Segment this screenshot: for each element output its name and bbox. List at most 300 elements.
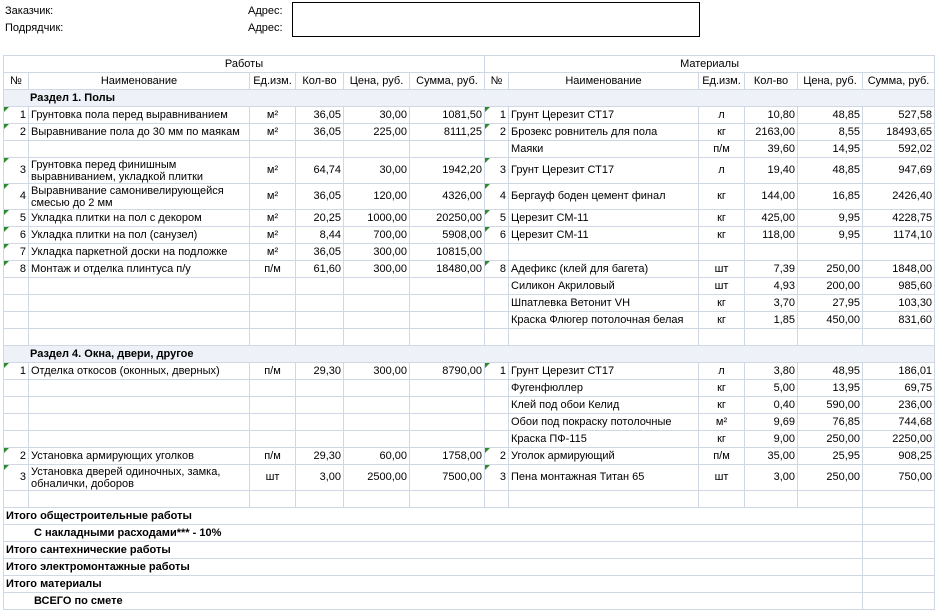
material-number[interactable] (485, 244, 509, 261)
work-number[interactable] (4, 431, 29, 448)
material-qty[interactable]: 144,00 (745, 184, 798, 210)
material-sum[interactable]: 592,02 (863, 141, 935, 158)
material-price[interactable]: 76,85 (798, 414, 863, 431)
work-qty[interactable]: 36,05 (296, 184, 344, 210)
work-number[interactable]: 1 (4, 363, 29, 380)
material-number[interactable] (485, 491, 509, 508)
work-sum[interactable]: 5908,00 (410, 227, 485, 244)
material-sum[interactable]: 4228,75 (863, 210, 935, 227)
material-qty[interactable]: 9,00 (745, 431, 798, 448)
material-name[interactable]: Краска Флюгер потолочная белая (509, 312, 699, 329)
material-name[interactable]: Церезит СМ-11 (509, 227, 699, 244)
work-name[interactable] (29, 414, 250, 431)
material-name[interactable]: Уголок армирующий (509, 448, 699, 465)
material-number[interactable] (485, 414, 509, 431)
table-row (4, 448, 935, 465)
material-qty[interactable]: 1,85 (745, 312, 798, 329)
work-qty[interactable]: 36,05 (296, 244, 344, 261)
work-number[interactable]: 4 (4, 184, 29, 210)
work-name[interactable] (29, 295, 250, 312)
material-sum[interactable]: 908,25 (863, 448, 935, 465)
material-sum[interactable]: 527,58 (863, 107, 935, 124)
material-name[interactable] (509, 491, 699, 508)
work-number[interactable]: 5 (4, 210, 29, 227)
material-unit[interactable]: шт (699, 465, 745, 491)
material-name[interactable]: Маяки (509, 141, 699, 158)
material-price[interactable]: 27,95 (798, 295, 863, 312)
section-title: Раздел 4. Окна, двери, другое (4, 346, 935, 363)
material-sum[interactable]: 236,00 (863, 397, 935, 414)
table-row (4, 244, 935, 261)
work-number[interactable]: 2 (4, 448, 29, 465)
group-header-row (4, 56, 935, 73)
material-number[interactable] (485, 380, 509, 397)
work-sum[interactable]: 18480,00 (410, 261, 485, 278)
table-row (4, 278, 935, 295)
work-qty[interactable]: 8,44 (296, 227, 344, 244)
work-price[interactable]: 300,00 (344, 363, 410, 380)
total-value[interactable] (863, 576, 935, 593)
total-row (4, 559, 935, 576)
work-unit[interactable] (250, 295, 296, 312)
work-price[interactable] (344, 312, 410, 329)
work-number[interactable] (4, 491, 29, 508)
table-row (4, 414, 935, 431)
work-sum[interactable] (410, 414, 485, 431)
work-unit[interactable] (250, 397, 296, 414)
works-title: Работы (4, 56, 485, 73)
work-number[interactable] (4, 312, 29, 329)
material-qty[interactable]: 10,80 (745, 107, 798, 124)
material-sum[interactable]: 18493,65 (863, 124, 935, 141)
material-price[interactable]: 450,00 (798, 312, 863, 329)
material-qty[interactable]: 3,70 (745, 295, 798, 312)
col-sum: Сумма, руб. (410, 73, 485, 90)
material-name[interactable]: Пена монтажная Титан 65 (509, 465, 699, 491)
work-qty[interactable]: 36,05 (296, 107, 344, 124)
work-unit[interactable]: м² (250, 227, 296, 244)
work-qty[interactable] (296, 141, 344, 158)
address-input-box[interactable] (292, 2, 700, 37)
material-number[interactable]: 1 (485, 363, 509, 380)
material-name[interactable]: Брозекс ровнитель для пола (509, 124, 699, 141)
material-unit[interactable]: м² (699, 414, 745, 431)
material-name[interactable] (509, 329, 699, 346)
work-sum[interactable]: 7500,00 (410, 465, 485, 491)
total-value[interactable] (863, 593, 935, 610)
material-name[interactable]: Грунт Церезит СТ17 (509, 363, 699, 380)
work-price[interactable] (344, 380, 410, 397)
work-name[interactable] (29, 397, 250, 414)
work-number[interactable]: 7 (4, 244, 29, 261)
col-unit: Ед.изм. (699, 73, 745, 90)
work-name[interactable]: Выравнивание самонивелирующейся смесью до 2 мм (29, 184, 250, 210)
material-sum[interactable]: 831,60 (863, 312, 935, 329)
table-row (4, 158, 935, 184)
material-sum[interactable]: 186,01 (863, 363, 935, 380)
material-qty[interactable]: 118,00 (745, 227, 798, 244)
work-unit[interactable]: м² (250, 244, 296, 261)
address-label: Адрес: (248, 22, 283, 34)
work-qty[interactable]: 36,05 (296, 124, 344, 141)
work-qty[interactable]: 61,60 (296, 261, 344, 278)
section-row (4, 90, 935, 107)
work-price[interactable]: 30,00 (344, 107, 410, 124)
material-qty[interactable]: 3,00 (745, 465, 798, 491)
total-label: С накладными расходами*** - 10% (4, 525, 863, 542)
work-price[interactable] (344, 414, 410, 431)
material-unit[interactable]: п/м (699, 141, 745, 158)
work-name[interactable]: Укладка плитки на пол (санузел) (29, 227, 250, 244)
total-value[interactable] (863, 559, 935, 576)
table-row (4, 397, 935, 414)
work-price[interactable]: 225,00 (344, 124, 410, 141)
table-row (4, 184, 935, 210)
work-sum[interactable] (410, 431, 485, 448)
work-name[interactable]: Выравнивание пола до 30 мм по маякам (29, 124, 250, 141)
col-no: № (4, 73, 29, 90)
work-sum[interactable]: 10815,00 (410, 244, 485, 261)
work-sum[interactable]: 1942,20 (410, 158, 485, 184)
material-unit[interactable]: кг (699, 312, 745, 329)
work-name[interactable] (29, 491, 250, 508)
work-sum[interactable]: 4326,00 (410, 184, 485, 210)
material-number[interactable] (485, 278, 509, 295)
materials-title: Материалы (485, 56, 935, 73)
work-price[interactable]: 60,00 (344, 448, 410, 465)
work-name[interactable] (29, 141, 250, 158)
work-price[interactable] (344, 141, 410, 158)
material-name[interactable]: Обои под покраску потолочные (509, 414, 699, 431)
work-name[interactable] (29, 380, 250, 397)
material-sum[interactable]: 947,69 (863, 158, 935, 184)
table-row (4, 312, 935, 329)
material-name[interactable]: Клей под обои Келид (509, 397, 699, 414)
work-name[interactable]: Установка дверей одиночных, замка, обналички, доборов (29, 465, 250, 491)
material-sum[interactable]: 103,30 (863, 295, 935, 312)
material-name[interactable]: Бергауф боден цемент финал (509, 184, 699, 210)
table-row (4, 210, 935, 227)
table-row (4, 431, 935, 448)
material-sum[interactable]: 1174,10 (863, 227, 935, 244)
material-unit[interactable] (699, 329, 745, 346)
material-number[interactable]: 8 (485, 261, 509, 278)
work-unit[interactable] (250, 414, 296, 431)
material-qty[interactable]: 425,00 (745, 210, 798, 227)
material-number[interactable]: 2 (485, 448, 509, 465)
material-qty[interactable] (745, 244, 798, 261)
material-sum[interactable] (863, 244, 935, 261)
material-unit[interactable]: кг (699, 431, 745, 448)
material-unit[interactable]: кг (699, 397, 745, 414)
work-name[interactable] (29, 329, 250, 346)
work-qty[interactable]: 20,25 (296, 210, 344, 227)
material-sum[interactable] (863, 329, 935, 346)
material-unit[interactable]: л (699, 107, 745, 124)
work-name[interactable] (29, 312, 250, 329)
column-header-row (4, 73, 935, 90)
work-qty[interactable] (296, 329, 344, 346)
material-sum[interactable]: 1848,00 (863, 261, 935, 278)
work-name[interactable]: Грунтовка перед финишным выравниванием, укладкой плитки (29, 158, 250, 184)
work-sum[interactable]: 20250,00 (410, 210, 485, 227)
work-sum[interactable]: 1758,00 (410, 448, 485, 465)
total-label: Итого материалы (4, 576, 863, 593)
material-price[interactable]: 250,00 (798, 465, 863, 491)
work-price[interactable] (344, 278, 410, 295)
work-price[interactable]: 300,00 (344, 244, 410, 261)
work-number[interactable]: 3 (4, 158, 29, 184)
table-row (4, 141, 935, 158)
work-name[interactable]: Монтаж и отделка плинтуса п/у (29, 261, 250, 278)
material-name[interactable]: Краска ПФ-115 (509, 431, 699, 448)
work-unit[interactable]: м² (250, 124, 296, 141)
material-price[interactable] (798, 491, 863, 508)
material-unit[interactable]: кг (699, 124, 745, 141)
material-number[interactable]: 3 (485, 465, 509, 491)
work-number[interactable] (4, 329, 29, 346)
total-row (4, 576, 935, 593)
material-qty[interactable]: 2163,00 (745, 124, 798, 141)
material-name[interactable] (509, 244, 699, 261)
work-price[interactable] (344, 295, 410, 312)
work-name[interactable]: Укладка паркетной доски на подложке (29, 244, 250, 261)
material-number[interactable] (485, 329, 509, 346)
work-unit[interactable]: м² (250, 210, 296, 227)
material-price[interactable]: 8,55 (798, 124, 863, 141)
material-price[interactable]: 9,95 (798, 227, 863, 244)
work-sum[interactable] (410, 278, 485, 295)
table-row (4, 295, 935, 312)
work-sum[interactable] (410, 329, 485, 346)
work-sum[interactable] (410, 141, 485, 158)
material-number[interactable] (485, 141, 509, 158)
work-number[interactable]: 1 (4, 107, 29, 124)
work-number[interactable] (4, 295, 29, 312)
material-unit[interactable]: кг (699, 380, 745, 397)
material-sum[interactable]: 750,00 (863, 465, 935, 491)
work-unit[interactable] (250, 491, 296, 508)
material-qty[interactable]: 3,80 (745, 363, 798, 380)
material-number[interactable]: 3 (485, 158, 509, 184)
material-unit[interactable] (699, 244, 745, 261)
work-qty[interactable] (296, 431, 344, 448)
work-unit[interactable] (250, 380, 296, 397)
work-unit[interactable]: м² (250, 107, 296, 124)
material-qty[interactable]: 35,00 (745, 448, 798, 465)
material-number[interactable] (485, 397, 509, 414)
material-name[interactable]: Церезит СМ-11 (509, 210, 699, 227)
work-sum[interactable] (410, 491, 485, 508)
material-sum[interactable]: 985,60 (863, 278, 935, 295)
material-unit[interactable]: кг (699, 184, 745, 210)
material-price[interactable]: 200,00 (798, 278, 863, 295)
work-sum[interactable]: 8790,00 (410, 363, 485, 380)
material-number[interactable] (485, 295, 509, 312)
material-qty[interactable]: 19,40 (745, 158, 798, 184)
work-sum[interactable] (410, 312, 485, 329)
material-price[interactable]: 13,95 (798, 380, 863, 397)
material-price[interactable]: 250,00 (798, 431, 863, 448)
material-price[interactable]: 25,95 (798, 448, 863, 465)
work-unit[interactable] (250, 278, 296, 295)
work-name[interactable]: Грунтовка пола перед выравниванием (29, 107, 250, 124)
work-price[interactable]: 700,00 (344, 227, 410, 244)
work-name[interactable] (29, 431, 250, 448)
material-price[interactable]: 590,00 (798, 397, 863, 414)
work-unit[interactable]: м² (250, 184, 296, 210)
work-number[interactable] (4, 397, 29, 414)
total-value[interactable] (863, 525, 935, 542)
work-qty[interactable] (296, 380, 344, 397)
work-price[interactable] (344, 329, 410, 346)
table-row (4, 491, 935, 508)
table-row (4, 261, 935, 278)
section-row (4, 346, 935, 363)
material-sum[interactable]: 2250,00 (863, 431, 935, 448)
material-unit[interactable]: л (699, 158, 745, 184)
material-sum[interactable] (863, 491, 935, 508)
material-name[interactable]: Адефикс (клей для багета) (509, 261, 699, 278)
work-price[interactable]: 1000,00 (344, 210, 410, 227)
material-qty[interactable]: 5,00 (745, 380, 798, 397)
material-name[interactable]: Силикон Акриловый (509, 278, 699, 295)
material-price[interactable]: 14,95 (798, 141, 863, 158)
work-unit[interactable] (250, 329, 296, 346)
work-price[interactable]: 30,00 (344, 158, 410, 184)
work-unit[interactable]: п/м (250, 363, 296, 380)
work-qty[interactable] (296, 295, 344, 312)
material-price[interactable]: 48,95 (798, 363, 863, 380)
work-number[interactable] (4, 414, 29, 431)
work-number[interactable]: 2 (4, 124, 29, 141)
material-price[interactable]: 250,00 (798, 261, 863, 278)
address-label: Адрес: (248, 5, 283, 17)
col-name: Наименование (29, 73, 250, 90)
material-price[interactable] (798, 244, 863, 261)
material-qty[interactable]: 4,93 (745, 278, 798, 295)
work-unit[interactable]: м² (250, 158, 296, 184)
material-number[interactable]: 5 (485, 210, 509, 227)
material-number[interactable]: 2 (485, 124, 509, 141)
work-sum[interactable] (410, 295, 485, 312)
work-unit[interactable]: п/м (250, 448, 296, 465)
work-qty[interactable] (296, 278, 344, 295)
work-qty[interactable]: 3,00 (296, 465, 344, 491)
work-unit[interactable] (250, 431, 296, 448)
material-number[interactable] (485, 312, 509, 329)
material-name[interactable]: Грунт Церезит СТ17 (509, 158, 699, 184)
material-unit[interactable]: кг (699, 210, 745, 227)
work-qty[interactable] (296, 414, 344, 431)
work-number[interactable] (4, 278, 29, 295)
material-price[interactable]: 48,85 (798, 158, 863, 184)
work-price[interactable] (344, 397, 410, 414)
material-unit[interactable]: шт (699, 278, 745, 295)
col-qty: Кол-во (745, 73, 798, 90)
material-unit[interactable]: шт (699, 261, 745, 278)
work-name[interactable]: Установка армирующих уголков (29, 448, 250, 465)
material-price[interactable]: 16,85 (798, 184, 863, 210)
material-qty[interactable]: 39,60 (745, 141, 798, 158)
material-qty[interactable] (745, 329, 798, 346)
work-number[interactable] (4, 380, 29, 397)
material-unit[interactable]: кг (699, 295, 745, 312)
work-qty[interactable] (296, 397, 344, 414)
col-no: № (485, 73, 509, 90)
material-sum[interactable]: 2426,40 (863, 184, 935, 210)
material-number[interactable]: 4 (485, 184, 509, 210)
work-sum[interactable] (410, 397, 485, 414)
work-number[interactable]: 3 (4, 465, 29, 491)
work-number[interactable]: 8 (4, 261, 29, 278)
work-number[interactable]: 6 (4, 227, 29, 244)
work-sum[interactable]: 1081,50 (410, 107, 485, 124)
material-name[interactable]: Грунт Церезит СТ17 (509, 107, 699, 124)
material-sum[interactable]: 744,68 (863, 414, 935, 431)
material-name[interactable]: Фугенфюллер (509, 380, 699, 397)
material-qty[interactable]: 9,69 (745, 414, 798, 431)
work-price[interactable]: 120,00 (344, 184, 410, 210)
work-name[interactable]: Отделка откосов (оконных, дверных) (29, 363, 250, 380)
material-number[interactable]: 6 (485, 227, 509, 244)
work-qty[interactable] (296, 491, 344, 508)
material-price[interactable]: 48,85 (798, 107, 863, 124)
material-unit[interactable]: п/м (699, 448, 745, 465)
estimate-table (3, 55, 935, 610)
total-label: Итого электромонтажные работы (4, 559, 863, 576)
work-unit[interactable] (250, 312, 296, 329)
work-price[interactable]: 300,00 (344, 261, 410, 278)
material-qty[interactable]: 0,40 (745, 397, 798, 414)
col-price: Цена, руб. (344, 73, 410, 90)
total-value[interactable] (863, 542, 935, 559)
col-name: Наименование (509, 73, 699, 90)
material-number[interactable] (485, 431, 509, 448)
material-price[interactable] (798, 329, 863, 346)
material-price[interactable]: 9,95 (798, 210, 863, 227)
material-name[interactable]: Шпатлевка Ветонит VH (509, 295, 699, 312)
work-price[interactable]: 2500,00 (344, 465, 410, 491)
work-qty[interactable]: 29,30 (296, 448, 344, 465)
material-number[interactable]: 1 (485, 107, 509, 124)
work-qty[interactable] (296, 312, 344, 329)
work-price[interactable] (344, 431, 410, 448)
work-name[interactable]: Укладка плитки на пол с декором (29, 210, 250, 227)
material-unit[interactable]: л (699, 363, 745, 380)
table-row (4, 380, 935, 397)
work-number[interactable] (4, 141, 29, 158)
work-name[interactable] (29, 278, 250, 295)
work-unit[interactable]: п/м (250, 261, 296, 278)
material-unit[interactable]: кг (699, 227, 745, 244)
work-sum[interactable]: 8111,25 (410, 124, 485, 141)
col-price: Цена, руб. (798, 73, 863, 90)
material-qty[interactable] (745, 491, 798, 508)
total-value[interactable] (863, 508, 935, 525)
work-qty[interactable]: 29,30 (296, 363, 344, 380)
work-sum[interactable] (410, 380, 485, 397)
total-row (4, 593, 935, 610)
work-unit[interactable] (250, 141, 296, 158)
material-unit[interactable] (699, 491, 745, 508)
work-unit[interactable]: шт (250, 465, 296, 491)
work-qty[interactable]: 64,74 (296, 158, 344, 184)
work-price[interactable] (344, 491, 410, 508)
material-sum[interactable]: 69,75 (863, 380, 935, 397)
material-qty[interactable]: 7,39 (745, 261, 798, 278)
section-title: Раздел 1. Полы (4, 90, 935, 107)
